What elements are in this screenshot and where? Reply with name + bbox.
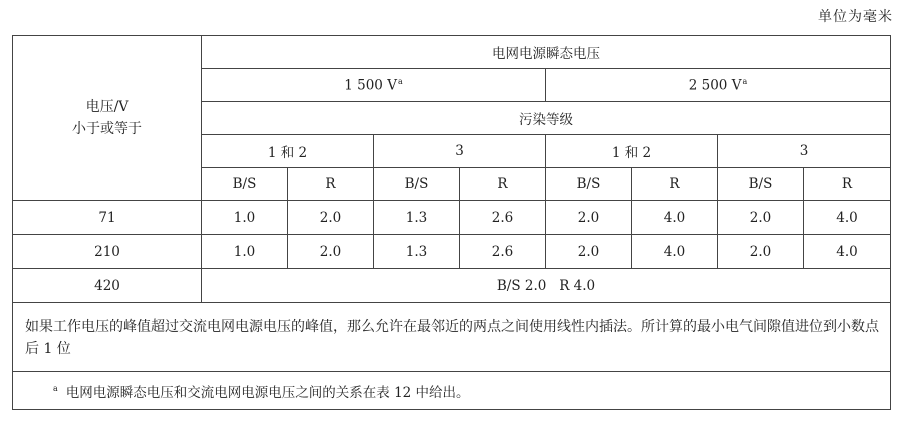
insulation-type-header: B/S <box>718 168 804 201</box>
row-voltage: 71 <box>13 201 202 235</box>
voltage-1500-header: 1 500 $V^a$ <box>202 69 546 102</box>
table-cell: 2.0 <box>546 235 632 269</box>
unit-label: 单位为毫米 <box>818 9 893 25</box>
table-row <box>13 201 891 235</box>
table-cell: 4.0 <box>804 201 891 235</box>
table-cell: 2.6 <box>460 235 546 269</box>
row-voltage: 420 <box>13 269 202 303</box>
table-cell: 2.6 <box>460 201 546 235</box>
table-cell: 4.0 <box>632 201 718 235</box>
interpolation-note: 如果工作电压的峰值超过交流电网电源电压的峰值，那么允许在最邻近的两点之间使用线性内插法。所计算的最小电气间隙值进位到小数点后 1 位 <box>13 303 891 372</box>
footnote-text: 电网电源瞬态电压和交流电网电源电压之间的关系在表 12 中给出。 <box>65 384 470 401</box>
voltage-header <box>13 36 202 201</box>
table-footnote <box>13 372 891 410</box>
insulation-type-header: R <box>804 168 891 201</box>
table-cell: 2.0 <box>718 201 804 235</box>
insulation-type-header: R <box>632 168 718 201</box>
insulation-type-header: B/S <box>546 168 632 201</box>
voltage-header-line1: 电压/V <box>85 99 129 115</box>
insulation-type-header: R <box>460 168 546 201</box>
insulation-type-header: B/S <box>202 168 288 201</box>
pollution-level-header: 1 和 2 <box>202 135 374 168</box>
table-row <box>13 269 891 303</box>
table-cell: 1.3 <box>374 235 460 269</box>
table-cell: 2.0 <box>718 235 804 269</box>
row-voltage: 210 <box>13 235 202 269</box>
table-cell: 1.0 <box>202 201 288 235</box>
pollution-level-header: 1 和 2 <box>546 135 718 168</box>
footnote-mark: a <box>53 384 58 393</box>
table-cell: 4.0 <box>804 235 891 269</box>
table-cell: 2.0 <box>546 201 632 235</box>
table-cell: 4.0 <box>632 235 718 269</box>
merged-value-cell: B/S 2.0 R 4.0 <box>202 269 891 303</box>
clearance-table <box>12 35 891 410</box>
voltage-header-line2: 小于或等于 <box>72 121 142 137</box>
insulation-type-header: R <box>288 168 374 201</box>
pollution-level-header: 3 <box>374 135 546 168</box>
pollution-level-header: 3 <box>718 135 891 168</box>
table-cell: 2.0 <box>288 235 374 269</box>
table-row <box>13 235 891 269</box>
voltage-2500-header: 2 500 $V^a$ <box>546 69 891 102</box>
transient-voltage-header: 电网电源瞬态电压 <box>202 36 891 69</box>
pollution-degree-header: 污染等级 <box>202 102 891 135</box>
table-cell: 2.0 <box>288 201 374 235</box>
insulation-type-header: B/S <box>374 168 460 201</box>
table-cell: 1.0 <box>202 235 288 269</box>
table-cell: 1.3 <box>374 201 460 235</box>
